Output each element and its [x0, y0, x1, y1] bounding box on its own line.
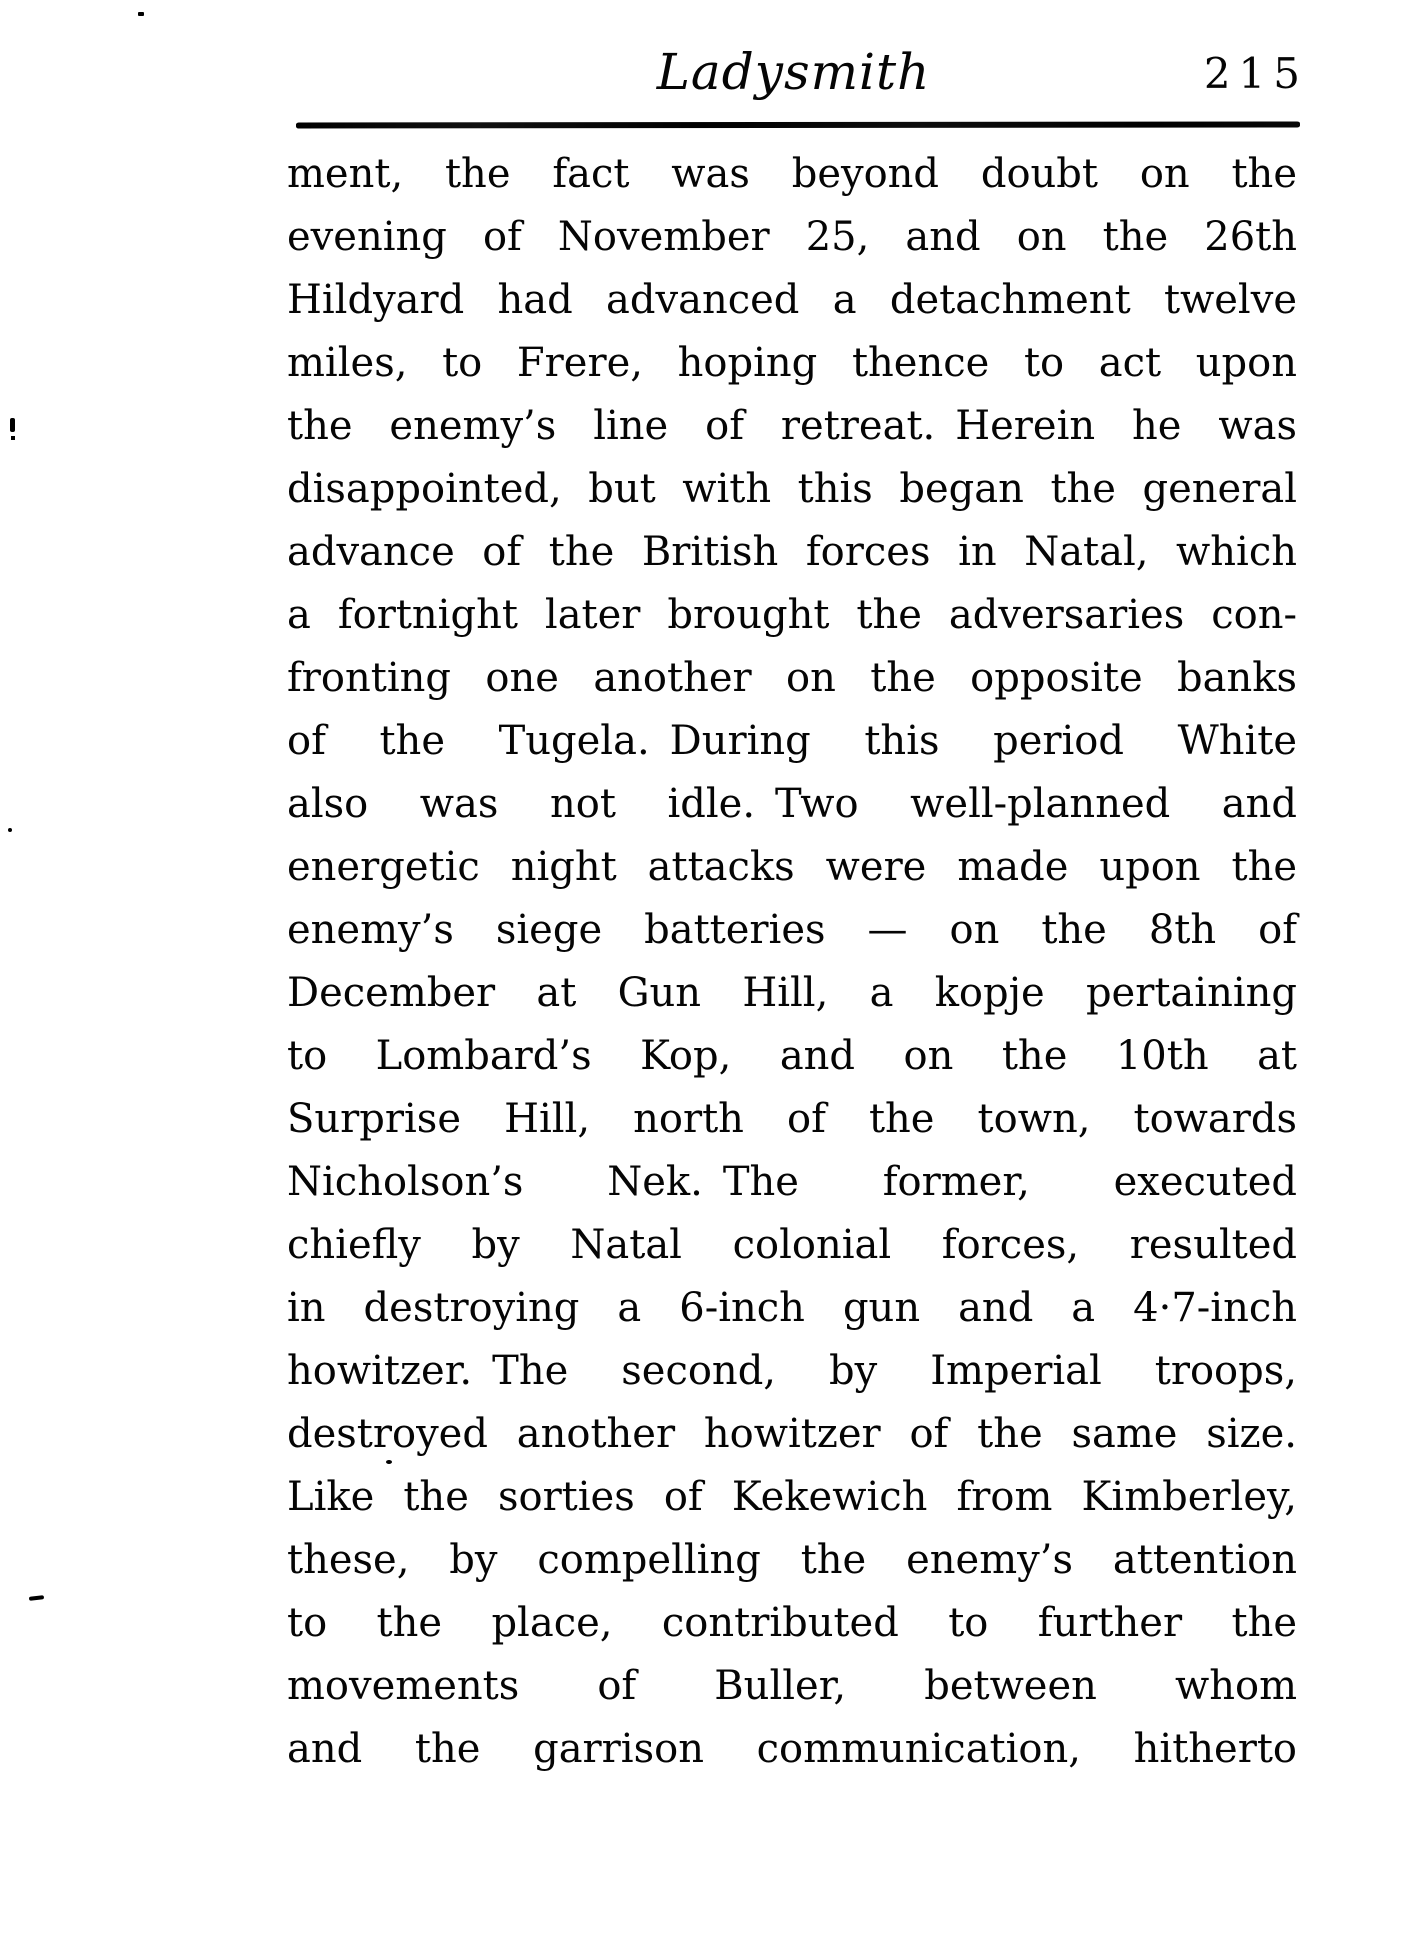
- header-rule: [296, 121, 1300, 128]
- body-text-line: disappointed, but with this began the general: [287, 466, 1297, 512]
- ink-mark-margin-dash: [29, 1595, 44, 1601]
- body-text-line: Like the sorties of Kekewich from Kimberley,: [287, 1474, 1297, 1520]
- body-text-line: December at Gun Hill, a kopje pertaining: [287, 970, 1297, 1016]
- body-text-line: these, by compelling the enemy’s attention: [287, 1537, 1297, 1583]
- body-text-line: chiefly by Natal colonial forces, resulted: [287, 1222, 1297, 1268]
- body-text-line: energetic night attacks were made upon the: [287, 844, 1297, 890]
- body-text-line: destroyed another howitzer of the same size.: [287, 1411, 1297, 1457]
- body-text-line: the enemy’s line of retreat. Herein he was: [287, 403, 1297, 449]
- ink-mark-margin-bar: [10, 418, 15, 432]
- body-text-line: and the garrison communication, hitherto: [287, 1726, 1297, 1772]
- page-header: [287, 40, 1308, 124]
- page-number: 215: [1203, 49, 1308, 98]
- body-text-line: enemy’s siege batteries — on the 8th of: [287, 907, 1297, 953]
- ink-speck-under-text: [386, 1460, 392, 1464]
- body-text-line: to Lombard’s Kop, and on the 10th at: [287, 1033, 1297, 1079]
- body-text-line: Hildyard had advanced a detachment twelve: [287, 277, 1297, 323]
- body-text-line: miles, to Frere, hoping thence to act upon: [287, 340, 1297, 386]
- ink-mark-margin-dot: [11, 436, 15, 440]
- body-text: [287, 143, 1297, 1781]
- body-text-line: to the place, contributed to further the: [287, 1600, 1297, 1646]
- body-text-line: evening of November 25, and on the 26th: [287, 214, 1297, 260]
- body-text-line: also was not idle. Two well-planned and: [287, 781, 1297, 827]
- ink-speck-top: [138, 12, 144, 16]
- body-text-line: in destroying a 6-inch gun and a 4·7-inch: [287, 1285, 1297, 1331]
- body-text-line: Nicholson’s Nek. The former, executed: [287, 1159, 1297, 1205]
- body-text-line: howitzer. The second, by Imperial troops,: [287, 1348, 1297, 1394]
- body-text-line: movements of Buller, between whom: [287, 1663, 1297, 1709]
- body-text-line: of the Tugela. During this period White: [287, 718, 1297, 764]
- ink-speck-left: [8, 828, 12, 832]
- body-text-line: advance of the British forces in Natal, which: [287, 529, 1297, 575]
- body-text-line: Surprise Hill, north of the town, towards: [287, 1096, 1297, 1142]
- body-text-line: a fortnight later brought the adversaries con-: [287, 592, 1297, 638]
- body-text-line: ment, the fact was beyond doubt on the: [287, 151, 1297, 197]
- body-text-line: fronting one another on the opposite banks: [287, 655, 1297, 701]
- running-head-title: Ladysmith: [656, 43, 931, 101]
